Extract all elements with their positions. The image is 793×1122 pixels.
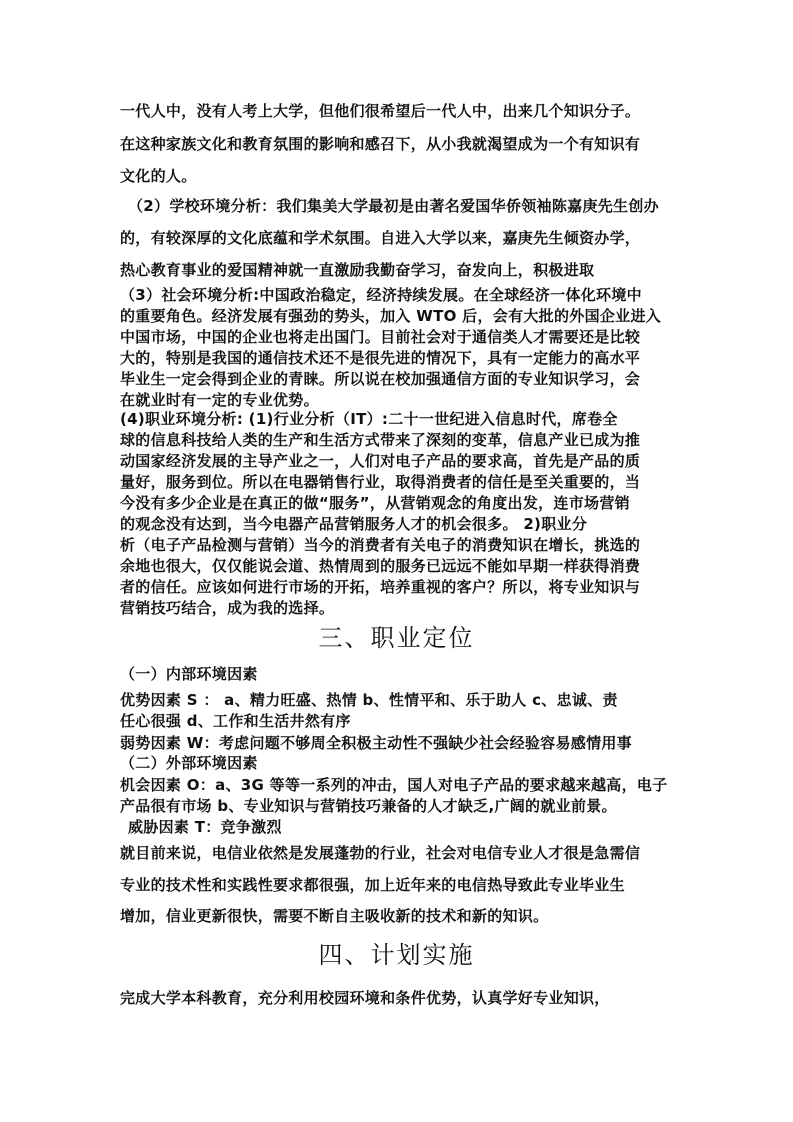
society-paragraph-line-3: 中国市场，中国的企业也将走出国门。目前社会对于通信类人才需要还是比较 <box>120 328 641 346</box>
society-paragraph-line-5: 毕业生一定会得到企业的青睐。所以说在校加强通信方面的专业知识学习，会 <box>120 370 641 388</box>
strengths-line-1: 优势因素 S ： a、精力旺盛、热情 b、性情平和、乐于助人 c、忠诚、责 <box>120 691 618 709</box>
career-paragraph-line-9: 者的信任。应该如何进行市场的开拓，培养重视的客户？所以，将专业知识与 <box>120 578 641 596</box>
career-paragraph-line-7: 析（电子产品检测与营销）当今的消费者有关电子的消费知识在增长，挑选的 <box>120 536 641 554</box>
society-paragraph-line-4: 大的，特别是我国的通信技术还不是很先进的情况下，具有一定能力的高水平 <box>120 349 641 367</box>
career-paragraph-line-3: 动国家经济发展的主导产业之一，人们对电子产品的要求高，首先是产品的质 <box>120 452 641 470</box>
school-paragraph-line-3: 热心教育事业的爱国精神就一直激励我勤奋学习，奋发向上，积极进取 <box>120 261 595 279</box>
career-paragraph-line-6: 的观念没有达到，当今电器产品营销服务人才的机会很多。 2)职业分 <box>120 515 588 533</box>
section-4-heading: 四、计划实施 <box>318 941 475 969</box>
weakness-line: 弱势因素 W：考虑问题不够周全积极主动性不强缺少社会经验容易感情用事 <box>120 734 632 752</box>
plan-intro-line: 完成大学本科教育，充分利用校园环境和条件优势，认真学好专业知识， <box>120 989 610 1007</box>
family-paragraph-line-2: 在这种家族文化和教育氛围的影响和感召下，从小我就渴望成为一个有知识有 <box>120 135 641 153</box>
career-paragraph-line-10: 营销技巧结合，成为我的选择。 <box>120 599 335 617</box>
family-paragraph-line-3: 文化的人。 <box>120 167 197 185</box>
school-paragraph-line-2: 的，有较深厚的文化底蕴和学术氛围。自进入大学以来，嘉庚先生倾资办学， <box>120 229 641 247</box>
external-factors-heading: （二）外部环境因素 <box>120 754 258 772</box>
society-paragraph-line-1: （3）社会环境分析:中国政治稳定，经济持续发展。在全球经济一体化环境中 <box>120 286 642 304</box>
outlook-line-2: 专业的技术性和实践性要求都很强，加上近年来的电信热导致此专业毕业生 <box>120 876 625 894</box>
society-paragraph-line-6: 在就业时有一定的专业优势。 <box>120 391 319 409</box>
family-paragraph-line-1: 一代人中，没有人考上大学，但他们很希望后一代人中，出来几个知识分子。 <box>120 102 641 120</box>
outlook-line-3: 增加，信业更新很快，需要不断自主吸收新的技术和新的知识。 <box>120 907 549 925</box>
career-paragraph-line-5: 今没有多少企业是在真正的做“服务”，从营销观念的角度出发，连市场营销 <box>120 494 630 512</box>
strengths-line-2: 任心很强 d、工作和生活井然有序 <box>120 712 351 730</box>
section-3-heading: 三、职业定位 <box>318 624 475 652</box>
internal-factors-heading: （一）内部环境因素 <box>120 665 258 683</box>
career-paragraph-line-1: (4)职业环境分析: (1)行业分析（IT）:二十一世纪进入信息时代，席卷全 <box>120 410 618 428</box>
career-paragraph-line-4: 量好，服务到位。所以在电器销售行业，取得消费者的信任是至关重要的，当 <box>120 473 641 491</box>
outlook-line-1: 就目前来说，电信业依然是发展蓬勃的行业，社会对电信专业人才很是急需信 <box>120 844 641 862</box>
threat-line: 威胁因素 T：竞争激烈 <box>128 818 282 836</box>
opportunities-line-1: 机会因素 O：a、3G 等等一系列的冲击，国人对电子产品的要求越来越高，电子 <box>120 776 668 794</box>
school-paragraph-line-1: （2）学校环境分析：我们集美大学最初是由著名爱国华侨领袖陈嘉庚先生创办 <box>128 197 659 215</box>
career-paragraph-line-2: 球的信息科技给人类的生产和生活方式带来了深刻的变革，信息产业已成为推 <box>120 431 641 449</box>
society-paragraph-line-2: 的重要角色。经济发展有强劲的势头，加入 WTO 后，会有大批的外国企业进入 <box>120 307 662 325</box>
opportunities-line-2: 产品很有市场 b、专业知识与营销技巧兼备的人才缺乏,广阔的就业前景。 <box>120 797 617 815</box>
career-paragraph-line-8: 余地也很大，仅仅能说会道、热情周到的服务已远远不能如早期一样获得消费 <box>120 557 641 575</box>
